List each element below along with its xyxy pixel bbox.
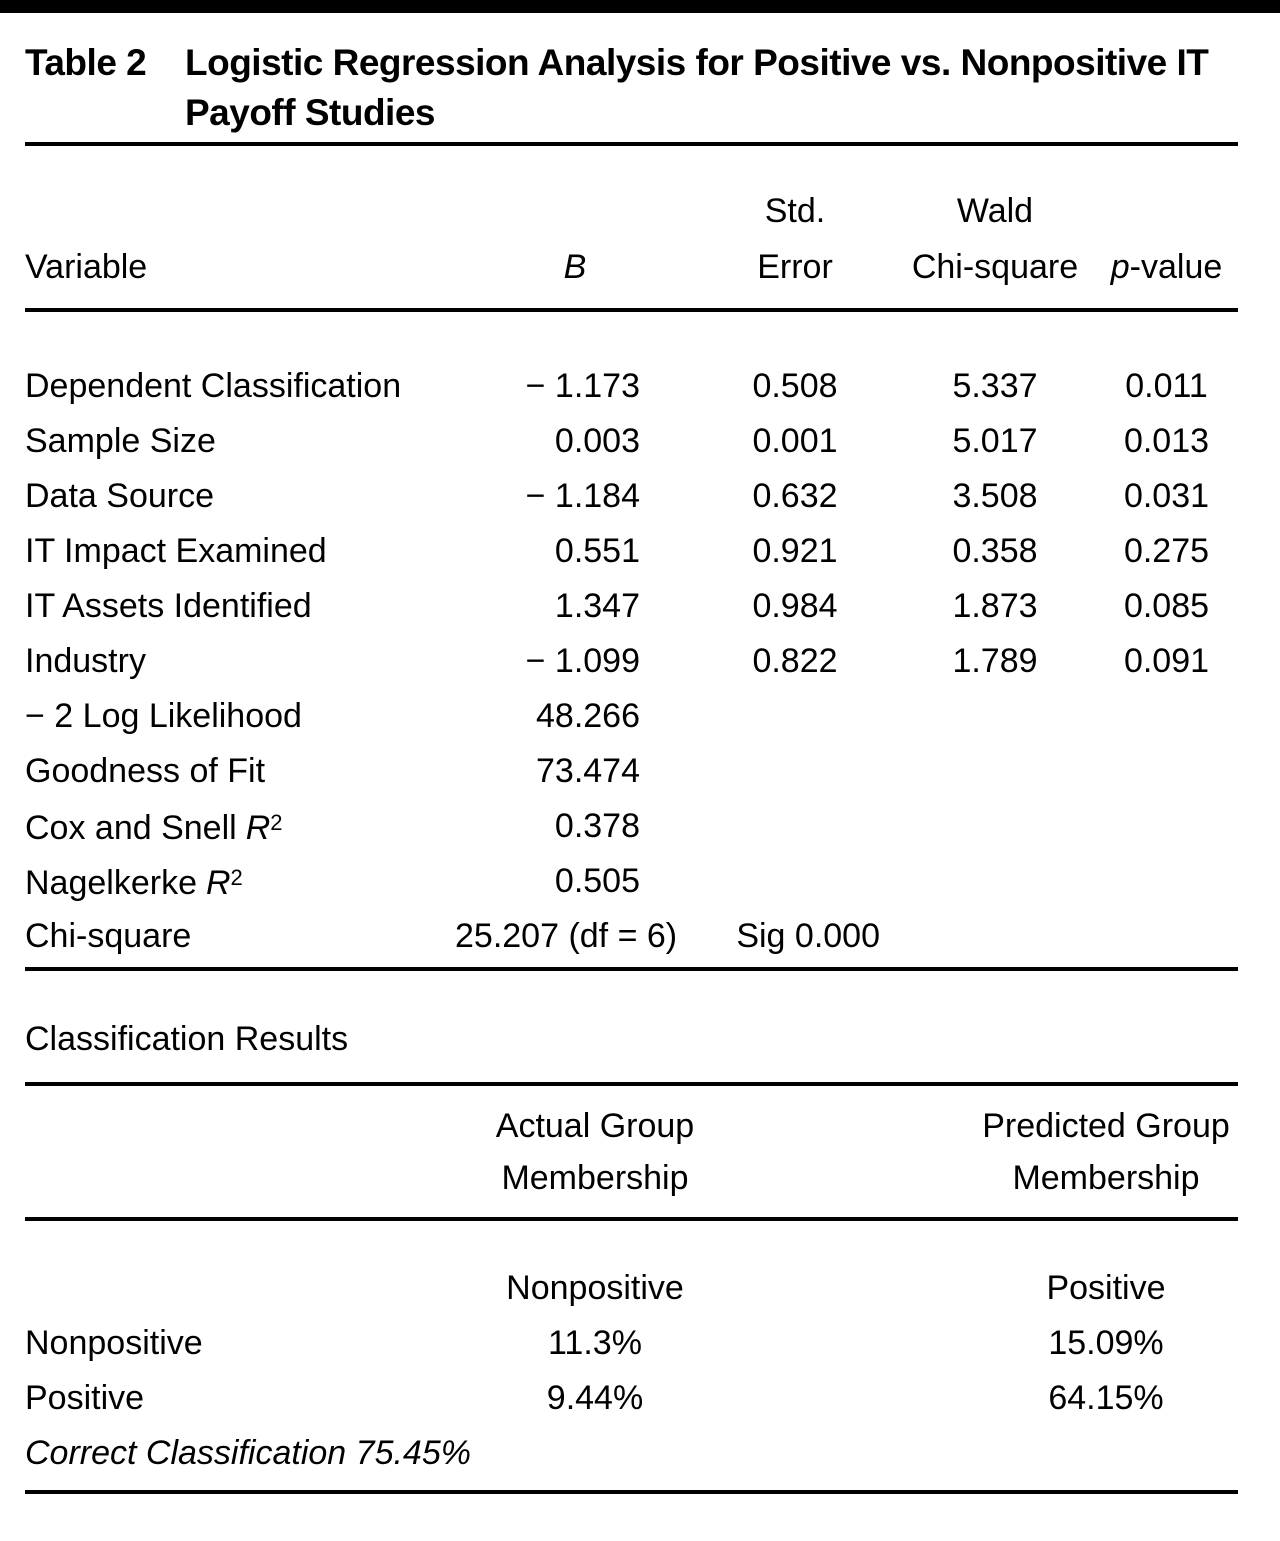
column-header-std: Std. xyxy=(764,192,826,230)
correct-classification-note: Correct Classification 75.45% xyxy=(25,1434,471,1472)
horizontal-rule xyxy=(25,967,1238,971)
wald-cell: 5.017 xyxy=(952,421,1038,460)
stat-label-cell: Cox and Snell $R^2$ xyxy=(25,809,283,847)
variable-cell: Sample Size xyxy=(25,421,216,460)
classification-header xyxy=(25,1086,1238,1196)
table-row xyxy=(25,523,1238,578)
p-value-cell: 0.013 xyxy=(1123,421,1210,460)
wald-cell: 3.508 xyxy=(952,476,1038,515)
b-cell: 0.003 xyxy=(554,421,640,460)
row-label: Nonpositive xyxy=(25,1324,203,1362)
variable-cell: IT Assets Identified xyxy=(25,586,312,625)
table-number-label: Table 2 xyxy=(25,42,147,83)
p-value-cell: 0.011 xyxy=(1125,366,1208,405)
table-title-text xyxy=(185,38,1238,138)
wald-cell: 1.789 xyxy=(952,641,1038,680)
row-label: Positive xyxy=(25,1379,145,1417)
variable-cell: Dependent Classification xyxy=(25,366,402,405)
column-header-chi-square: Chi-square xyxy=(911,248,1079,286)
chi-square-value: 25.207 (df = 6) xyxy=(455,916,678,955)
stat-label-cell: Chi-square xyxy=(25,916,192,955)
column-header-wald: Wald xyxy=(956,192,1034,230)
column-header-error: Error xyxy=(757,248,833,286)
chi-square-value-cell xyxy=(455,918,895,954)
actual-value: 9.44% xyxy=(546,1379,644,1417)
regression-table-header xyxy=(25,146,1238,285)
regression-table-body xyxy=(25,358,1238,963)
column-header-p-value: p-value xyxy=(1110,248,1223,286)
b-cell: − 1.184 xyxy=(525,476,640,515)
wald-cell: 5.337 xyxy=(952,366,1038,405)
p-value-cell: 0.031 xyxy=(1123,476,1210,515)
table-title-line1: Logistic Regression Analysis for Positive vs. Nonpositive IT xyxy=(185,42,1209,83)
table-row xyxy=(25,688,1238,743)
stat-value-cell: 0.378 xyxy=(554,806,640,845)
actual-group-header-line2: Membership xyxy=(501,1159,689,1197)
b-cell: − 1.099 xyxy=(525,641,640,680)
variable-cell: Industry xyxy=(25,641,146,680)
stat-label-cell: Nagelkerke $R^2$ xyxy=(25,864,243,902)
section-title: Classification Results xyxy=(25,1020,349,1058)
column-header-b: B xyxy=(563,248,587,286)
horizontal-rule xyxy=(25,1217,1238,1221)
predicted-group-header-line1: Predicted Group xyxy=(982,1107,1230,1145)
std-error-cell: 0.632 xyxy=(752,476,838,515)
actual-group-header-line1: Actual Group xyxy=(495,1107,695,1145)
std-error-cell: 0.508 xyxy=(752,366,838,405)
classification-body xyxy=(25,1270,1238,1490)
b-cell: − 1.173 xyxy=(525,366,640,405)
horizontal-rule xyxy=(25,1490,1238,1494)
table-row xyxy=(25,853,1238,908)
chi-square-sig: Sig 0.000 xyxy=(736,916,880,955)
subheader-positive: Positive xyxy=(1046,1269,1166,1307)
table-title-line2: Payoff Studies xyxy=(185,92,435,133)
table-page xyxy=(0,13,1280,1494)
table-row xyxy=(25,633,1238,688)
predicted-value: 64.15% xyxy=(1048,1379,1164,1417)
p-value-cell: 0.091 xyxy=(1123,641,1210,680)
table-row xyxy=(25,468,1238,523)
variable-cell: IT Impact Examined xyxy=(25,531,327,570)
std-error-cell: 0.921 xyxy=(752,531,838,570)
stat-value-cell: 0.505 xyxy=(554,861,640,900)
table-row xyxy=(25,743,1238,798)
predicted-value: 15.09% xyxy=(1048,1324,1164,1362)
table-title xyxy=(25,13,1238,138)
variable-cell: Data Source xyxy=(25,476,214,515)
table-row xyxy=(25,358,1238,413)
stat-label-cell: − 2 Log Likelihood xyxy=(25,696,302,735)
table-row xyxy=(25,798,1238,853)
b-cell: 0.551 xyxy=(554,531,640,570)
stat-label-cell: Goodness of Fit xyxy=(25,751,266,790)
r-squared-symbol: R xyxy=(205,864,231,902)
p-value-cell: 0.085 xyxy=(1123,586,1210,625)
classification-row xyxy=(25,1325,1238,1380)
top-border-bar xyxy=(0,0,1280,13)
p-value-cell: 0.275 xyxy=(1123,531,1210,570)
table-row xyxy=(25,908,1238,963)
horizontal-rule xyxy=(25,308,1238,312)
classification-row xyxy=(25,1380,1238,1435)
actual-value: 11.3% xyxy=(548,1324,642,1362)
wald-cell: 0.358 xyxy=(952,531,1038,570)
b-cell: 1.347 xyxy=(554,586,640,625)
std-error-cell: 0.984 xyxy=(752,586,838,625)
table-row xyxy=(25,578,1238,633)
table-row xyxy=(25,413,1238,468)
predicted-group-header-line2: Membership xyxy=(1012,1159,1200,1197)
wald-cell: 1.873 xyxy=(952,586,1038,625)
std-error-cell: 0.822 xyxy=(752,641,838,680)
r-squared-symbol: R xyxy=(245,809,271,847)
stat-value-cell: 48.266 xyxy=(536,696,640,735)
stat-value-cell: 73.474 xyxy=(536,751,640,790)
classification-subheader-row xyxy=(25,1270,1238,1325)
column-header-variable: Variable xyxy=(25,248,148,286)
subheader-nonpositive: Nonpositive xyxy=(506,1269,684,1307)
std-error-cell: 0.001 xyxy=(752,421,838,460)
